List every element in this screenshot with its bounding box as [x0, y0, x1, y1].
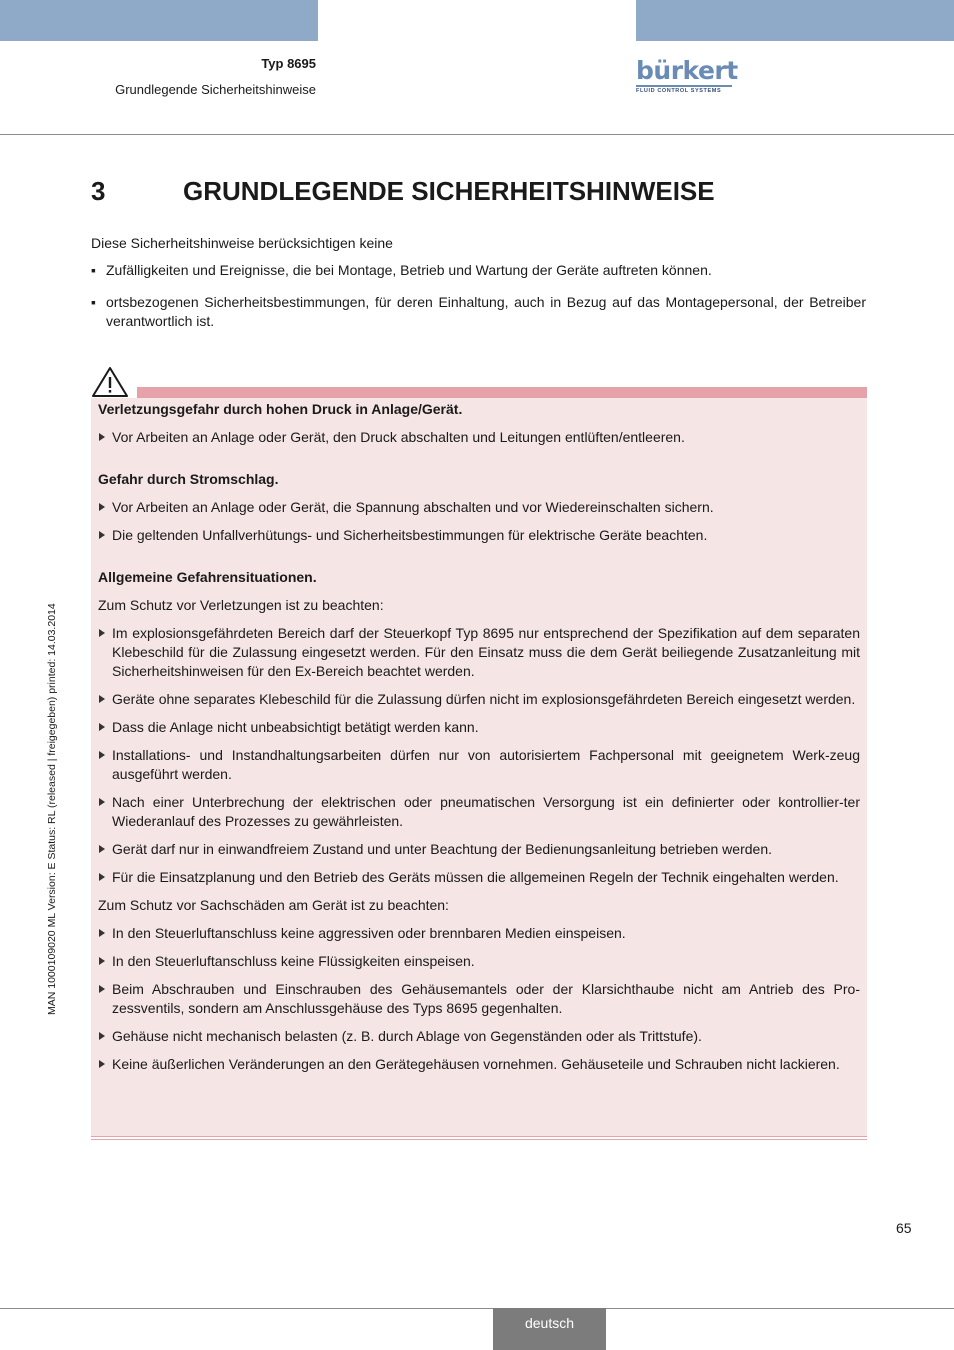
logo-underline [636, 85, 732, 87]
arrow-bullet-icon [99, 929, 105, 937]
warning-heading: Verletzungsgefahr durch hohen Druck in Anlage/Gerät. [98, 401, 463, 417]
page-number: 65 [896, 1220, 912, 1236]
arrow-bullet-icon [99, 723, 105, 731]
warning-subintro: Zum Schutz vor Sachschäden am Gerät ist zu beachten: [98, 897, 449, 913]
list-item: Gerät darf nur in einwandfreiem Zustand und unter Beachtung der Bedienungsanleitung betrieben werden. [98, 840, 860, 859]
warning-subintro: Zum Schutz vor Verletzungen ist zu beachten: [98, 597, 384, 613]
warning-triangle-icon [91, 366, 129, 398]
arrow-bullet-icon [99, 798, 105, 806]
warning-bottom-rule [91, 1139, 867, 1140]
list-item: Beim Abschrauben und Einschrauben des Gehäusemantels oder der Klarsichthaube nicht am Antrieb des Pro-zessventils, sondern am Anschlussgehäuse des Typs 8695 gegenhalten. [98, 980, 860, 1018]
language-tab: deutsch [493, 1308, 606, 1350]
header-band-right [636, 0, 954, 41]
arrow-bullet-icon [99, 629, 105, 637]
list-item: Nach einer Unterbrechung der elektrischen oder pneumatischen Versorgung ist ein definierter oder kontrollier-ter Wiederanlauf des Prozesses zu gewährleisten. [98, 793, 860, 831]
header-divider [0, 134, 954, 135]
intro-text: Diese Sicherheitshinweise berücksichtigen keine [91, 235, 393, 251]
header-section-label: Grundlegende Sicherheitshinweise [115, 82, 316, 97]
logo-wordmark: bürkert [636, 56, 738, 85]
list-item: Vor Arbeiten an Anlage oder Gerät, die Spannung abschalten und vor Wiedereinschalten sichern. [98, 498, 860, 517]
intro-bullet-list [91, 261, 866, 331]
list-item: Im explosionsgefährdeten Bereich darf der Steuerkopf Typ 8695 nur entsprechend der Spezifikation auf dem separaten Klebeschild für die Zulassung eingesetzt werden. Für den Einsatz muss die dem Gerät beiliegende Zusatzanleitung mit Sicherheitshinweisen für den Ex-Bereich beachtet werden. [98, 624, 860, 681]
list-item: Geräte ohne separates Klebeschild für die Zulassung dürfen nicht im explosionsgefährdeten Bereich eingesetzt werden. [98, 690, 860, 709]
arrow-bullet-icon [99, 695, 105, 703]
arrow-bullet-icon [99, 503, 105, 511]
bullet-icon: ▪ [91, 294, 96, 310]
arrow-bullet-icon [99, 751, 105, 759]
arrow-bullet-icon [99, 845, 105, 853]
list-item: Gehäuse nicht mechanisch belasten (z. B. durch Ablage von Gegenständen oder als Trittstufe). [98, 1027, 860, 1046]
arrow-bullet-icon [99, 985, 105, 993]
logo-tagline: FLUID CONTROL SYSTEMS [636, 88, 722, 94]
arrow-bullet-icon [99, 873, 105, 881]
burkert-logo [636, 58, 736, 98]
bullet-icon: ▪ [91, 262, 96, 278]
header-band-left [0, 0, 318, 41]
warning-heading: Gefahr durch Stromschlag. [98, 471, 279, 487]
arrow-bullet-icon [99, 531, 105, 539]
list-item: Die geltenden Unfallverhütungs- und Sicherheitsbestimmungen für elektrische Geräte beachten. [98, 526, 860, 545]
list-item: Für die Einsatzplanung und den Betrieb des Geräts müssen die allgemeinen Regeln der Technik eingehalten werden. [98, 868, 860, 887]
chapter-number: 3 [91, 176, 106, 206]
footer-divider [0, 1308, 954, 1309]
arrow-bullet-icon [99, 433, 105, 441]
list-item: Installations- und Instandhaltungsarbeiten dürfen nur von autorisiertem Fachpersonal mit geeignetem Werk-zeug ausgeführt werden. [98, 746, 860, 784]
list-item: ▪ ortsbezogenen Sicherheitsbestimmungen, für deren Einhaltung, auch in Bezug auf das Montagepersonal, der Betreiber verantwortlich ist. [91, 294, 866, 329]
warning-heading: Allgemeine Gefahrensituationen. [98, 569, 317, 585]
arrow-bullet-icon [99, 1032, 105, 1040]
warning-content-box [91, 398, 867, 1137]
arrow-bullet-icon [99, 1060, 105, 1068]
list-item: Vor Arbeiten an Anlage oder Gerät, den Druck abschalten und Leitungen entlüften/entleeren. [98, 428, 860, 447]
arrow-bullet-icon [99, 957, 105, 965]
chapter-title: GRUNDLEGENDE SICHERHEITSHINWEISE [183, 176, 715, 206]
list-item: In den Steuerluftanschluss keine aggressiven oder brennbaren Medien einspeisen. [98, 924, 860, 943]
list-item: Dass die Anlage nicht unbeabsichtigt betätigt werden kann. [98, 718, 860, 737]
document-meta-sidebar: MAN 1000109020 ML Version: E Status: RL (released | freigegeben) printed: 14.03.2014 [46, 603, 58, 1015]
list-item: ▪ Zufälligkeiten und Ereignisse, die bei Montage, Betrieb und Wartung der Geräte auftreten können. [91, 262, 712, 278]
warning-header-bar [137, 387, 867, 398]
list-item: In den Steuerluftanschluss keine Flüssigkeiten einspeisen. [98, 952, 860, 971]
header-type-label: Typ 8695 [261, 56, 316, 71]
list-item: Keine äußerlichen Veränderungen an den Gerätegehäusen vornehmen. Gehäuseteile und Schrauben nicht lackieren. [98, 1055, 860, 1074]
intro-section [91, 234, 866, 344]
